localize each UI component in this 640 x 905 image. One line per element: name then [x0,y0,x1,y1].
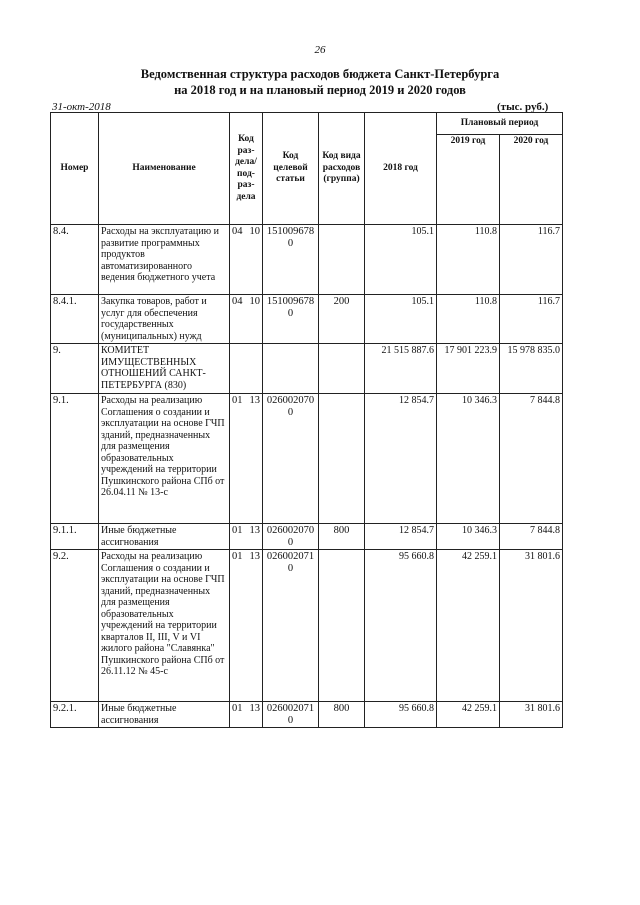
row-section-code: 04 [230,295,246,344]
row-name: Расходы на реализацию Соглашения о создании и эксплуатации на основе ГЧП зданий, предназначенных для размещения образовательных учреждений на территории Пушкинского района СПб от 26.04.11 № 13-с [99,394,230,524]
row-subsection-code: 13 [246,394,263,524]
row-value-2018: 105.1 [365,225,437,295]
table-row [51,550,563,702]
row-target-code: 0260020710 [263,702,319,728]
document-date: 31-окт-2018 [52,101,111,113]
row-value-2019: 10 346.3 [437,524,500,550]
row-subsection-code: 13 [246,702,263,728]
row-value-2019: 110.8 [437,295,500,344]
row-target-code: 1510096780 [263,225,319,295]
row-value-2018: 105.1 [365,295,437,344]
row-name: Иные бюджетные ассигнования [99,702,230,728]
row-kind-code [319,550,365,702]
row-kind-code [319,344,365,394]
row-kind-code: 200 [319,295,365,344]
row-name: Расходы на реализацию Соглашения о создании и эксплуатации на основе ГЧП зданий, предназначенных для размещения образовательных учреждений на территории кварталов II, III, V и VI жилого района "Славянка" Пушкинского района СПб от 26.11.12 № 45-с [99,550,230,702]
document-title [0,66,640,98]
row-kind-code: 800 [319,702,365,728]
row-name: Расходы на эксплуатацию и развитие программных продуктов автоматизированного ведения бюджетного учета [99,225,230,295]
row-subsection-code [246,344,263,394]
row-value-2020: 15 978 835.0 [500,344,563,394]
row-name: КОМИТЕТ ИМУЩЕСТВЕННЫХ ОТНОШЕНИЙ САНКТ-ПЕТЕРБУРГА (830) [99,344,230,394]
row-value-2020: 31 801.6 [500,702,563,728]
row-number: 9.1.1. [51,524,99,550]
row-target-code: 0260020700 [263,394,319,524]
row-target-code: 0260020710 [263,550,319,702]
table-row [51,524,563,550]
header-kind: Код вида расходов (группа) [319,113,365,225]
budget-table [50,112,563,728]
row-number: 9.2. [51,550,99,702]
row-value-2020: 7 844.8 [500,524,563,550]
header-name: Наименование [99,113,230,225]
row-target-code: 0260020700 [263,524,319,550]
row-section-code: 04 [230,225,246,295]
row-value-2020: 7 844.8 [500,394,563,524]
row-subsection-code: 13 [246,550,263,702]
header-section: Код раз-дела/ под-раз-дела [230,113,263,225]
table-row [51,702,563,728]
row-section-code [230,344,246,394]
row-value-2019: 110.8 [437,225,500,295]
row-target-code: 1510096780 [263,295,319,344]
title-line-1: Ведомственная структура расходов бюджета Санкт-Петербурга [140,67,500,81]
header-2020: 2020 год [500,135,563,225]
row-subsection-code: 13 [246,524,263,550]
header-2019: 2019 год [437,135,500,225]
row-value-2020: 116.7 [500,225,563,295]
row-value-2018: 12 854.7 [365,524,437,550]
row-subsection-code: 10 [246,225,263,295]
title-line-2: на 2018 год и на плановый период 2019 и 2020 годов [174,83,466,97]
row-value-2018: 21 515 887.6 [365,344,437,394]
header-number: Номер [51,113,99,225]
row-section-code: 01 [230,524,246,550]
row-number: 8.4.1. [51,295,99,344]
row-number: 9.2.1. [51,702,99,728]
row-value-2019: 17 901 223.9 [437,344,500,394]
header-target: Код целевой статьи [263,113,319,225]
table-row [51,225,563,295]
row-number: 9.1. [51,394,99,524]
row-number: 8.4. [51,225,99,295]
row-target-code [263,344,319,394]
row-section-code: 01 [230,702,246,728]
header-2018: 2018 год [365,113,437,225]
row-value-2019: 10 346.3 [437,394,500,524]
row-section-code: 01 [230,550,246,702]
table-row [51,295,563,344]
row-kind-code [319,225,365,295]
row-value-2019: 42 259.1 [437,702,500,728]
header-plan-period: Плановый период [437,113,563,135]
row-value-2020: 116.7 [500,295,563,344]
row-name: Закупка товаров, работ и услуг для обеспечения государственных (муниципальных) нужд [99,295,230,344]
table-row [51,394,563,524]
row-value-2020: 31 801.6 [500,550,563,702]
page-number: 26 [314,44,326,56]
row-section-code: 01 [230,394,246,524]
row-value-2019: 42 259.1 [437,550,500,702]
row-value-2018: 95 660.8 [365,702,437,728]
row-name: Иные бюджетные ассигнования [99,524,230,550]
table-row [51,344,563,394]
row-subsection-code: 10 [246,295,263,344]
row-kind-code: 800 [319,524,365,550]
row-kind-code [319,394,365,524]
units-label: (тыс. руб.) [497,101,549,113]
row-value-2018: 12 854.7 [365,394,437,524]
row-number: 9. [51,344,99,394]
row-value-2018: 95 660.8 [365,550,437,702]
